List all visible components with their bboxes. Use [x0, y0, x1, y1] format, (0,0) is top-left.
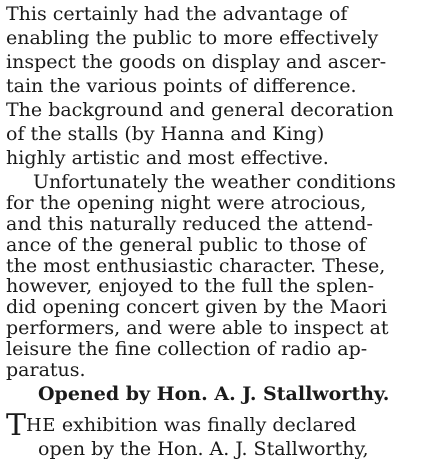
text-line: however, enjoyed to the full the splen- [6, 275, 375, 297]
text-line: leisure the fine collection of radio ap- [6, 338, 368, 360]
text-line: open by the Hon. A. J. Stallworthy, [38, 438, 369, 459]
text-line: The background and general decoration [6, 99, 394, 121]
drop-cap: T [6, 408, 27, 443]
text-line-overflow: paratus. [6, 359, 86, 381]
small-caps-word: HE [26, 415, 56, 436]
text-line: and this naturally reduced the attend- [6, 213, 373, 235]
text-line: ance of the general public to those of [6, 234, 366, 256]
text-line: This certainly had the advantage of [6, 3, 348, 25]
text-line: did opening concert given by the Maori [6, 296, 387, 318]
text-line: of the stalls (by Hanna and King) [6, 123, 325, 145]
text-line: highly artistic and most effective. [6, 147, 329, 169]
text-line: tain the various points of difference. [6, 75, 357, 97]
text-line: inspect the goods on display and ascer- [6, 51, 387, 73]
section-subheading: Opened by Hon. A. J. Stallworthy. [38, 383, 390, 405]
text-line: enabling the public to more effectively [6, 27, 379, 49]
text-line: for the opening night were atrocious, [6, 192, 367, 214]
text-line: performers, and were able to inspect at [6, 317, 389, 339]
text-run: exhibition was finally declared [55, 414, 357, 436]
text-line: Unfortunately the weather conditions [33, 171, 396, 193]
text-line: the most enthusiastic character. These, [6, 255, 386, 277]
text-line [6, 408, 357, 443]
